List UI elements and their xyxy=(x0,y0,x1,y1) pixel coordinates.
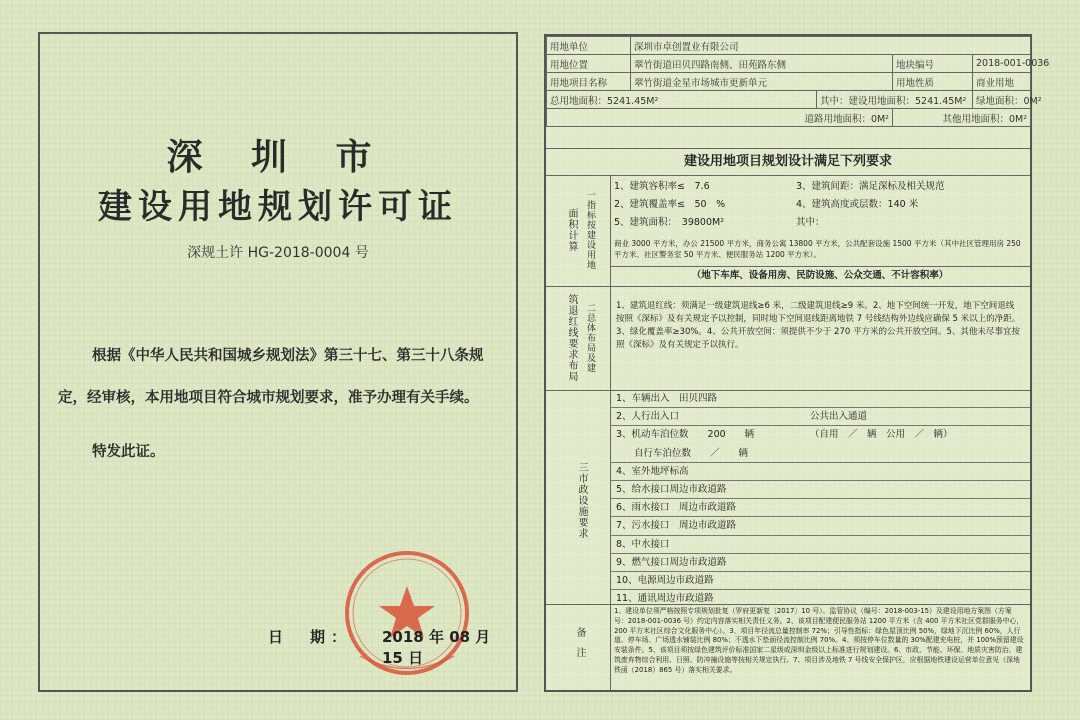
paragraph-issued: 特发此证。 xyxy=(92,444,165,460)
list-item: 11、通讯周边市政道路 xyxy=(616,593,714,605)
section2-label-b: 二总体布局及建 xyxy=(585,303,595,373)
paragraph-approval: 定，经审核，本用地项目符合城市规划要求，准予办理有关手续。 xyxy=(58,390,479,406)
nature-label: 用地性质 xyxy=(893,73,973,91)
certificate-title: 建设用地规划许可证 xyxy=(98,187,458,227)
unit-value: 深圳市卓创置业有限公司 xyxy=(631,37,1031,55)
unit-label: 用地单位 xyxy=(547,37,631,55)
issue-date: 2018 年 08 月 15 日 xyxy=(382,628,491,667)
section2-label-a: 筑退红线要求布局 xyxy=(566,294,577,382)
other-area: 其他用地面积：0M² xyxy=(893,109,1031,127)
list-item: 7、污水接口 周边市政道路 xyxy=(610,517,1030,535)
project-label: 用地项目名称 xyxy=(547,73,631,91)
project-value: 翠竹街道金星市场城市更新单元 xyxy=(631,73,893,91)
road-area: 道路用地面积：0M² xyxy=(547,109,893,127)
nature-value: 商业用地 xyxy=(973,73,1031,91)
indicator-section xyxy=(546,176,1030,287)
permit-detail-panel xyxy=(544,34,1050,692)
section1-label-b: 一指标按建设用地 xyxy=(585,190,595,270)
far-value: 1、建筑容积率≤ 7.6 xyxy=(614,181,710,192)
section1-label-a: 面积计算 xyxy=(566,208,577,252)
list-item: 10、电源周边市政道路 xyxy=(610,572,1030,590)
layout-section xyxy=(546,286,1030,391)
coverage-value: 2、建筑覆盖率≤ 50 % xyxy=(614,199,726,210)
gfa-value: 5、建筑面积： 39800M² xyxy=(614,217,725,228)
list-item: 4、室外地坪标高 xyxy=(610,463,1030,481)
municipal-section xyxy=(546,390,1030,605)
section3-label: 三市政设施要求 xyxy=(576,461,587,539)
notes-section xyxy=(546,604,1030,690)
total-area: 总用地面积：5241.45M² xyxy=(547,91,817,109)
list-item: 9、燃气接口周边市政道路 xyxy=(610,554,1030,572)
city-title: 深 圳 市 xyxy=(166,136,390,178)
certificate-cover-panel xyxy=(38,32,518,692)
spacing-value: 3、建筑间距：满足深标及相关规范 xyxy=(796,181,945,192)
list-item: 6、雨水接口 周边市政道路 xyxy=(610,499,1030,517)
height-value: 4、建筑高度或层数：140 米 xyxy=(796,199,919,210)
list-item: 1、车辆出入 田贝四路 xyxy=(610,390,1030,408)
layout-requirements: 1、建筑退红线：须满足一级建筑退线≥6 米，二级建筑退线≥9 米。2、地下空间统一开发，地下空间退线按照《深标》及有关规定予以控制，同时地下空间退线距离地铁 7 号线结构外边线应确保 5 米以上的净距。3、绿化覆盖率≥30%。4、公共开放空间：须提供不少于 270 平方米的公共开放空间。5、其他未尽事宜按照《深标》及有关规定予以执行。 xyxy=(616,301,1021,350)
date-label: 日 期： xyxy=(268,628,353,646)
gfa-of-which: 其中： xyxy=(796,217,825,228)
green-area: 绿地面积：0M² xyxy=(973,91,1031,109)
build-area: 其中：建设用地面积：5241.45M² xyxy=(817,91,973,109)
location-label: 用地位置 xyxy=(547,55,631,73)
municipal-list xyxy=(610,390,1030,608)
list-item: 3、机动车泊位数 200 辆 （自用 ／ 辆 公用 ／ 辆） xyxy=(616,429,953,441)
notes-label: 备注 xyxy=(574,627,585,667)
requirements-heading: 建设用地项目规划设计满足下列要求 xyxy=(546,148,1030,176)
location-value: 翠竹街道田贝四路南侧、田苑路东侧 xyxy=(631,55,893,73)
land-info-table xyxy=(546,36,1050,127)
plot-no-label: 地块编号 xyxy=(893,55,973,73)
list-item: 自行车泊位数 ／ 辆 xyxy=(610,445,1030,463)
gfa-note: （地下车库、设备用房、民防设施、公众交通、不计容积率） xyxy=(610,266,1030,285)
list-item: 8、中水接口 xyxy=(610,536,1030,554)
paragraph-legal-basis: 根据《中华人民共和国城乡规划法》第三十七、第三十八条规 xyxy=(92,348,484,364)
gfa-detail: 商业 3000 平方米，办公 21500 平方米，商务公寓 13800 平方米，公共配套设施 1500 平方米（其中社区管理用房 250 平方米、社区警务室 50 平方米、便民服务站 1200 平方米）。 xyxy=(614,239,1021,259)
notes-text: 1、建设单位须严格按照专项规划批复（罗府更新复〔2017〕10 号）、监管协议（编号：2018-003-15）及建设用地方案图（方案号：2018-001-0036 号）约定内容落实相关责任义务。2、该项目配建便民服务站 1200 平方米（含 400 平方米社区党群服务中心，200 平方米社区综合文化服务中心）。3、项目年径流总量控制率 72%；引导性指标：绿色屋顶比例 50%，绿地下沉比例 60%，人行道、停车场、广场透水铺装比例 80%；不透水下垫面径流控制比例 70%。4、须按停车位数量的 30%配建充电桩，并 100%预留建设安装条件。5、该项目须按绿色建筑评价标准国家二星级或深圳金级以上标准进行规划建设。6、市政、节能、环保、地质灾害防治、建筑废弃物综合利用、日照、防冲撞设施等按相关规定执行。7、项目涉及地铁 7 号线安全保护区，应根据地铁建设运营单位意见（深地铁函（2018）865 号）落实相关要求。 xyxy=(614,607,1024,674)
certificate-number: 深规土许 HG-2018-0004 号 xyxy=(187,245,369,261)
list-item: 2、人行出入口 公共出入通道 xyxy=(610,408,1030,426)
list-item: 5、给水接口周边市政道路 xyxy=(610,481,1030,499)
plot-no-value: 2018-001-0036 xyxy=(973,55,1031,73)
